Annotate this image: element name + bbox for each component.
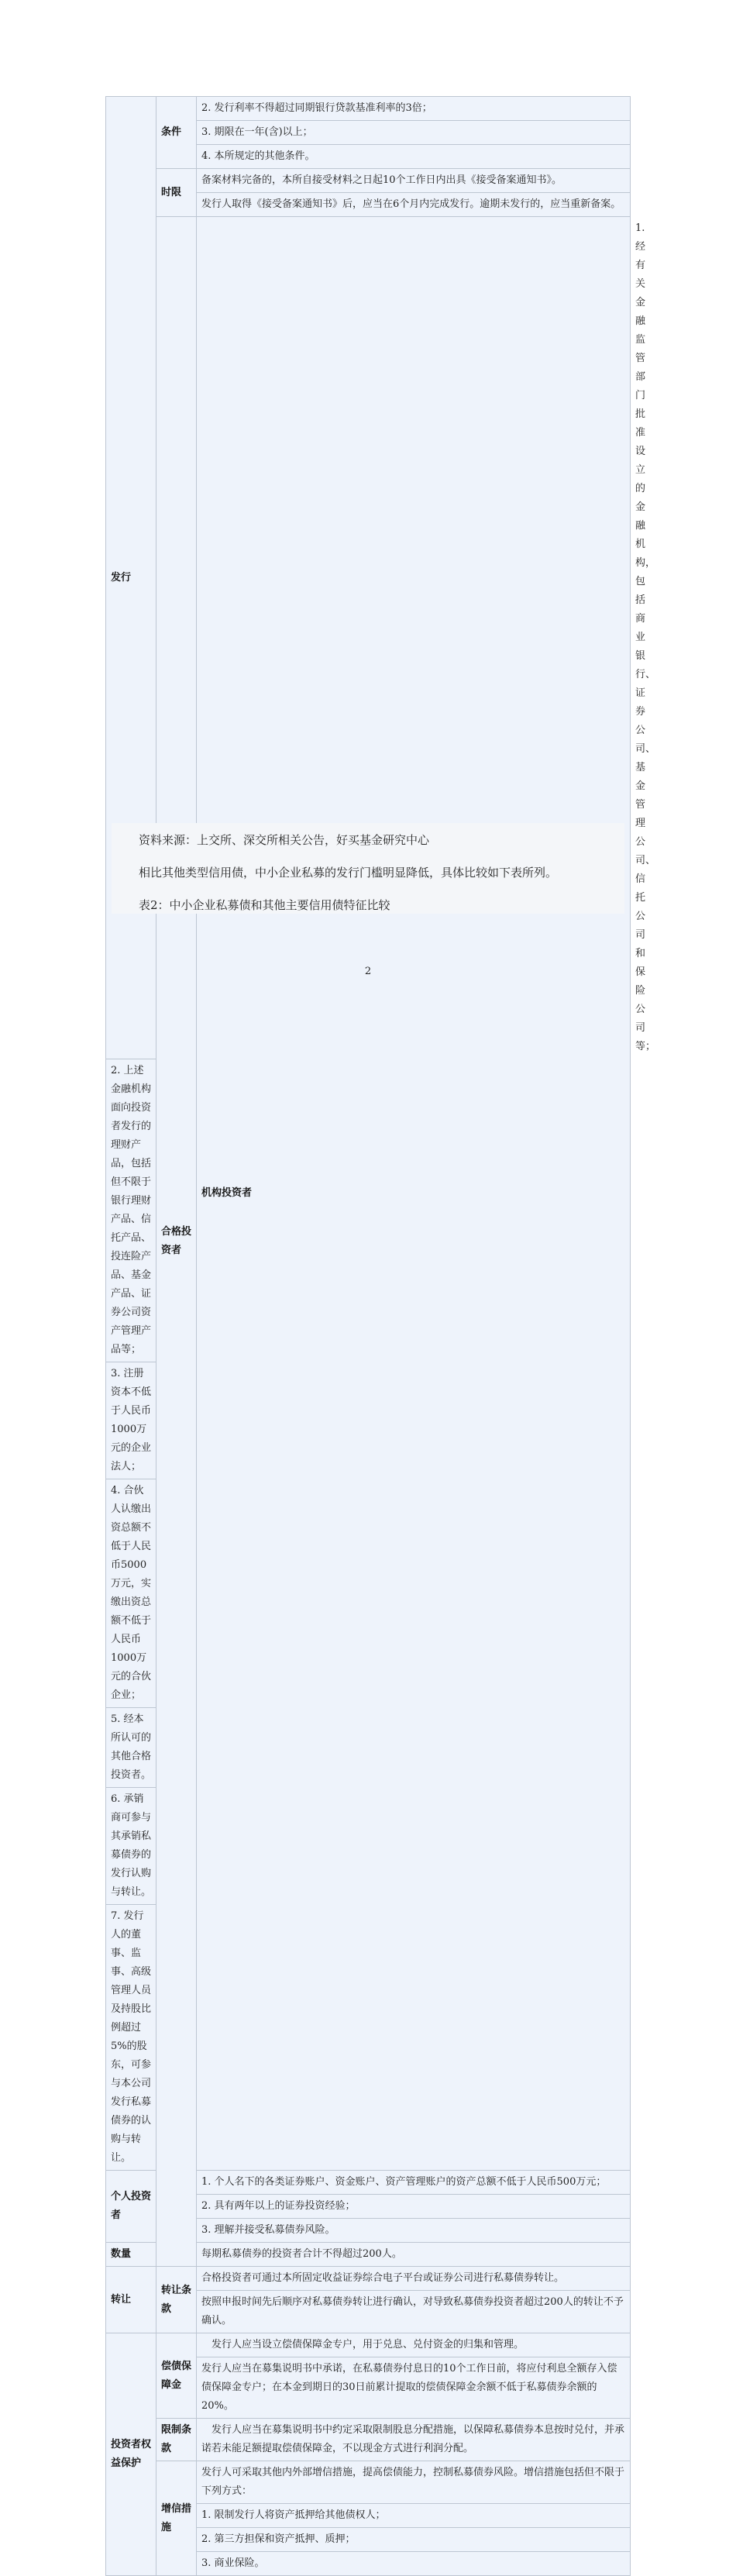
table-cell: 3. 理解并接受私募债券风险。 (197, 2219, 631, 2243)
table-cell: 4. 合伙人认缴出资总额不低于人民币5000万元，实缴出资总额不低于人民币1000万元的合伙企业； (106, 1479, 156, 1708)
table-row (106, 2461, 631, 2504)
category-qualified-investors: 合格投资者 (156, 217, 197, 2267)
page-number: 2 (364, 966, 372, 977)
table-cell: 2. 具有两年以上的证券投资经验； (197, 2195, 631, 2219)
sub-restrictive-terms: 限制条款 (156, 2419, 197, 2461)
table-row (106, 2333, 631, 2357)
table-row (106, 97, 631, 121)
table-cell: 6. 承销商可参与其承销私募债券的发行认购与转让。 (106, 1788, 156, 1905)
table-cell: 发行人应当在募集说明书中承诺，在私募债券付息日的10个工作日前，将应付利息全额存入偿债保障金专户；在本金到期日的30日前累计提取的偿债保障金余额不低于私募债券余额的20%。 (197, 2357, 631, 2419)
table-row (106, 2267, 631, 2291)
sub-count: 数量 (106, 2243, 156, 2267)
table-cell: 2. 上述金融机构面向投资者发行的理财产品，包括但不限于银行理财产品、信托产品、投连险产品、基金产品、证券公司资产管理产品等； (106, 1059, 156, 1362)
table-cell: 备案材料完备的，本所自接受材料之日起10个工作日内出具《接受备案通知书》。 (197, 169, 631, 193)
sub-transfer-terms: 转让条款 (156, 2267, 197, 2333)
table-cell: 合格投资者可通过本所固定收益证券综合电子平台或证券公司进行私募债券转让。 (197, 2267, 631, 2291)
table-cell: 5. 经本所认可的其他合格投资者。 (106, 1708, 156, 1788)
table-cell: 2. 第三方担保和资产抵押、质押； (197, 2528, 631, 2552)
table-cell: 2. 发行利率不得超过同期银行贷款基准利率的3倍； (197, 97, 631, 121)
table-cell: 3. 商业保险。 (197, 2552, 631, 2576)
table-caption: 表2：中小企业私募债和其他主要信用债特征比较 (139, 898, 390, 912)
category-issue: 发行 (106, 97, 156, 1059)
sub-repayment-fund: 偿债保障金 (156, 2333, 197, 2419)
notes-block (112, 823, 624, 914)
category-investor-protection: 投资者权益保护 (106, 2333, 156, 2576)
table-cell: 每期私募债券的投资者合计不得超过200人。 (197, 2243, 631, 2267)
sub-individual-investors: 个人投资者 (106, 2171, 156, 2243)
table-cell: 3. 注册资本不低于人民币1000万元的企业法人； (106, 1362, 156, 1479)
private-bond-rules-table (105, 96, 656, 2576)
sub-conditions: 条件 (156, 97, 197, 169)
table-cell: 发行人取得《接受备案通知书》后，应当在6个月内完成发行。逾期未发行的，应当重新备案。 (197, 193, 631, 217)
body-paragraph: 相比其他类型信用债，中小企业私募的发行门槛明显降低，具体比较如下表所列。 (139, 866, 558, 880)
sub-institutional-investors: 机构投资者 (197, 217, 631, 2171)
table-cell: 3. 期限在一年(含)以上； (197, 121, 631, 145)
table-cell: 发行人应当在募集说明书中约定采取限制股息分配措施，以保障私募债券本息按时兑付，并承诺若未能足额提取偿债保障金，不以现金方式进行利润分配。 (197, 2419, 631, 2461)
category-transfer: 转让 (106, 2267, 156, 2333)
table-row (106, 2419, 631, 2461)
sub-credit-enhancement: 增信措施 (156, 2461, 197, 2576)
table-cell: 1. 个人名下的各类证券账户、资金账户、资产管理账户的资产总额不低于人民币500万元； (197, 2171, 631, 2195)
table-cell: 1. 限制发行人将资产抵押给其他债权人； (197, 2504, 631, 2528)
table-row (106, 169, 631, 193)
table-cell: 4. 本所规定的其他条件。 (197, 145, 631, 169)
table-cell: 发行人可采取其他内外部增信措施，提高偿债能力，控制私募债券风险。增信措施包括但不限于下列方式： (197, 2461, 631, 2504)
table-cell: 发行人应当设立偿债保障金专户，用于兑息、兑付资金的归集和管理。 (197, 2333, 631, 2357)
sub-time-limit: 时限 (156, 169, 197, 217)
table-row: 合格投资者 机构投资者 1. 经有关金融监管部门批准设立的金融机构，包括商业银行、证券公司、基金管理公司、信托公司和保险公司等； (106, 217, 631, 1059)
table-cell: 7. 发行人的董事、监事、高级管理人员及持股比例超过5%的股东，可参与本公司发行私募债券的认购与转让。 (106, 1905, 156, 2171)
source-note: 资料来源：上交所、深交所相关公告，好买基金研究中心 (139, 833, 430, 847)
table-cell: 按照申报时间先后顺序对私募债券转让进行确认，对导致私募债券投资者超过200人的转让不予确认。 (197, 2291, 631, 2333)
